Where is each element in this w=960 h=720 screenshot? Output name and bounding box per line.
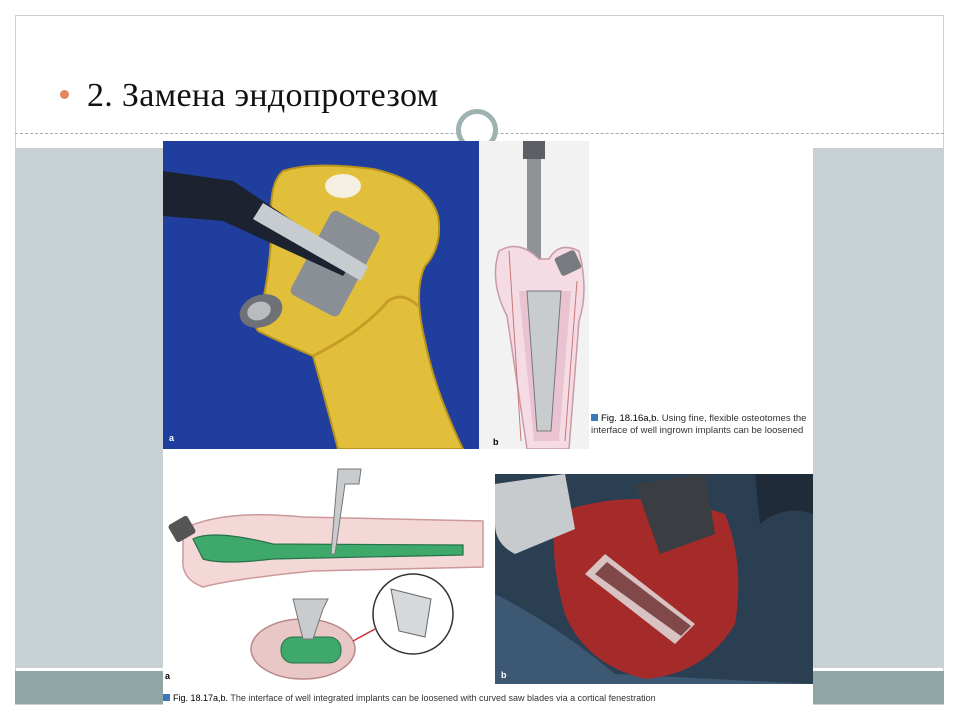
femur-photo-illustration <box>163 141 479 449</box>
panel-letter: a <box>169 433 175 443</box>
implant-loosening-drawing <box>479 141 813 449</box>
bullet-icon <box>60 90 69 99</box>
panel-letter: a <box>165 671 171 681</box>
implant-drawing-illustration <box>479 141 813 449</box>
caption-text: The interface of well integrated implants can be loosened with curved saw blades via a cortical fenestration <box>230 693 656 703</box>
figure-caption-2 <box>163 692 813 704</box>
caption-fig-number: Fig. 18.17a,b. <box>173 693 229 703</box>
figure-caption-1 <box>591 413 813 437</box>
caption-fig-number: Fig. 18.16a,b. <box>601 413 660 424</box>
figure <box>163 141 813 706</box>
panel-letter: b <box>493 437 499 447</box>
femur-osteotome-photo <box>163 141 479 449</box>
caption-marker-icon <box>591 414 598 421</box>
panel-letter: b <box>501 670 507 680</box>
surgery-photo-illustration <box>495 474 813 684</box>
slide-title: 2. Замена эндопротезом <box>87 77 439 114</box>
saw-blade-illustration <box>163 459 495 685</box>
title-row <box>60 76 438 116</box>
surgery-photo <box>495 474 813 684</box>
caption-marker-icon <box>163 694 170 701</box>
caption-text: Using fine, flexible osteotomes the interface of well ingrown implants can be loosened <box>591 413 807 436</box>
saw-blade-fenestration-drawing <box>163 459 495 685</box>
